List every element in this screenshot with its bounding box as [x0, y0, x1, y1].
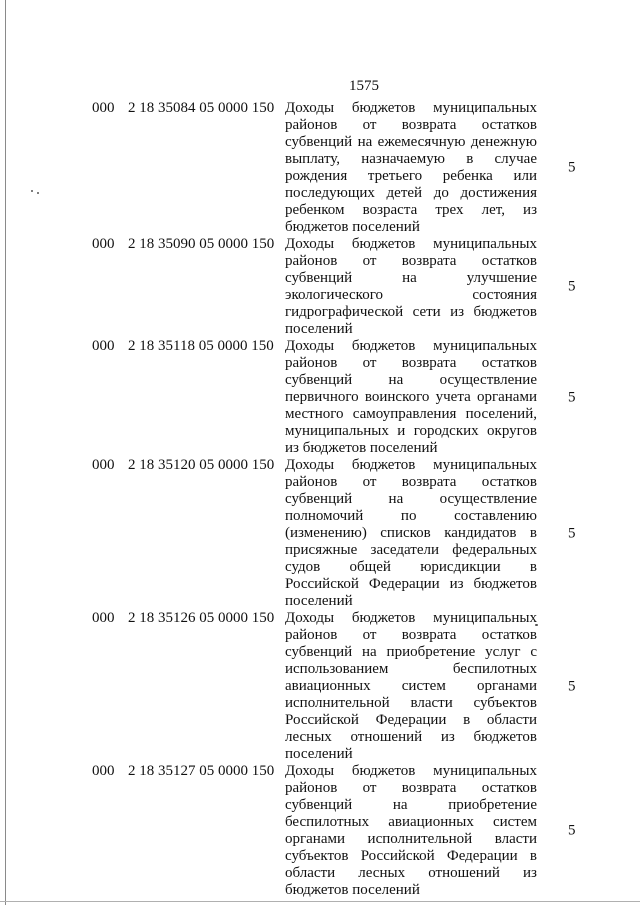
budget-classification-code: 2 18 35127 05 0000 150: [128, 763, 275, 779]
norm-value: 5: [568, 159, 576, 176]
scan-bottom-line: [0, 901, 640, 902]
revenue-description: Доходы бюджетов муниципальных районов от возврата остатков субвенций на улучшение экологического состояния гидрографической сети из бюджетов поселений: [285, 236, 537, 337]
norm-value: 5: [568, 278, 576, 295]
admin-code: 000: [92, 457, 115, 473]
budget-classification-code: 2 18 35126 05 0000 150: [128, 610, 275, 626]
norm-value: 5: [568, 389, 576, 405]
table-row: [0, 100, 640, 236]
classification-table: [0, 100, 640, 899]
admin-code: 000: [92, 236, 115, 252]
admin-code: 000: [92, 763, 115, 779]
table-row: [0, 338, 640, 457]
admin-code: 000: [92, 100, 115, 116]
revenue-description: Доходы бюджетов муниципальных районов от возврата остатков субвенций на приобретение беспилотных авиационных систем органами исполнительной власти субъектов Российской Федерации в области лесных отношений из бюджетов поселений: [285, 763, 537, 898]
table-row: [0, 610, 640, 763]
revenue-description: Доходы бюджетов муниципальных районов от возврата остатков субвенций на осуществление полномочий по составлению (изменению) списков кандидатов в присяжные заседатели федеральных судов общей юрисдикции в Российской Федерации из бюджетов поселений: [285, 457, 537, 609]
revenue-description: Доходы бюджетов муниципальных районов от возврата остатков субвенций на приобретение услуг с использованием беспилотных авиационных систем органами исполнительной власти субъектов Российской Федерации в области лесных отношений из бюджетов поселений: [285, 610, 537, 762]
budget-classification-code: 2 18 35090 05 0000 150: [128, 236, 275, 252]
page-number: 1575: [349, 78, 379, 94]
budget-classification-code: 2 18 35120 05 0000 150: [128, 457, 275, 473]
budget-classification-code: 2 18 35084 05 0000 150: [128, 100, 275, 116]
table-row: [0, 763, 640, 899]
revenue-description: Доходы бюджетов муниципальных районов от возврата остатков субвенций на ежемесячную денежную выплату, назначаемую в случае рождения третьего ребенка или последующих детей до достижения ребенком возраста трех лет, из бюджетов поселений: [285, 100, 537, 235]
table-row: [0, 457, 640, 610]
admin-code: 000: [92, 610, 115, 626]
budget-classification-code: 2 18 35118 05 0000 150: [128, 338, 274, 354]
norm-value: 5: [568, 678, 576, 694]
admin-code: 000: [92, 338, 115, 354]
table-row: [0, 236, 640, 338]
revenue-description: Доходы бюджетов муниципальных районов от возврата остатков субвенций на осуществление первичного воинского учета органами местного самоуправления поселений, муниципальных и городских округов из бюджетов поселений: [285, 338, 537, 456]
norm-value: 5: [568, 822, 576, 839]
norm-value: 5: [568, 525, 576, 541]
